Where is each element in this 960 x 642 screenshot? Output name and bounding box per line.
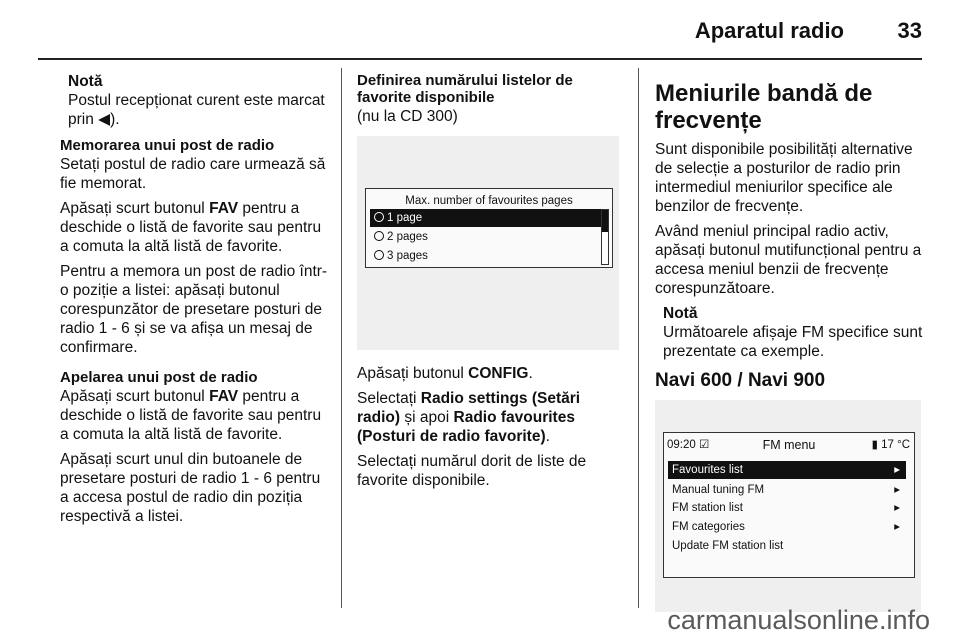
page-header-title: Aparatul radio <box>694 18 844 43</box>
option-2-pages: 2 pages <box>370 228 428 246</box>
radio-icon <box>374 212 384 222</box>
option-3-pages: 3 pages <box>370 247 428 265</box>
chevron-right-icon: ▸ <box>894 464 900 476</box>
menu-item-favourites: Favourites list ▸ <box>668 461 906 479</box>
check-icon: ☑ <box>698 439 710 451</box>
speaker-icon: ◀). <box>98 111 120 128</box>
fm-menu-screen <box>663 432 915 578</box>
watermark: carmanualsonline.info <box>667 605 930 635</box>
clock-time: 09:20 <box>667 439 696 451</box>
paragraph: Selectați numărul dorit de liste de favorite disponibile. <box>357 453 587 489</box>
screen-title: Max. number of favourites pages <box>405 195 573 207</box>
fm-menu-screenshot <box>655 400 921 612</box>
column-divider-1 <box>341 68 342 608</box>
fav-key: FAV <box>209 388 239 405</box>
page-number: 33 <box>897 18 922 43</box>
option-1-page: 1 page <box>370 209 604 227</box>
paragraph: Pentru a memora un post de radio într-o poziție a listei: apăsați butonul corespunzător de presetare posturi de radio 1 - 6 și se va afișa un mesaj de confirmare. <box>60 263 328 356</box>
chevron-right-icon: ▸ <box>894 502 900 514</box>
menu-item-manual-tuning: Manual tuning FM ▸ <box>668 481 906 499</box>
chevron-right-icon: ▸ <box>894 521 900 533</box>
menu-item-station-list: FM station list ▸ <box>668 499 906 517</box>
favourites-screen <box>365 188 613 268</box>
column-middle <box>357 72 627 496</box>
section-heading-favourites: Definirea numărului listelor de favorite disponibile <box>357 72 573 106</box>
paragraph: Selectați Radio settings (Setări radio) și apoi Radio favourites (Posturi de radio favorite). <box>357 390 581 445</box>
note-text: Postul recepționat curent este marcat prin ◀). <box>68 92 325 128</box>
fav-key: FAV <box>209 200 239 217</box>
note-text: Următoarele afișaje FM specifice sunt prezentate ca exemple. <box>663 324 923 360</box>
header-divider <box>38 58 922 60</box>
paragraph: Apăsați butonul CONFIG. <box>357 365 533 382</box>
column-divider-2 <box>638 68 639 608</box>
paragraph: Apăsați scurt unul din butoanele de presetare posturi de radio 1 - 6 pentru a accesa postul de radio din poziția respectivă a listei. <box>60 451 321 525</box>
note-box <box>655 304 930 361</box>
config-key: CONFIG <box>468 365 529 382</box>
note-box <box>60 72 330 129</box>
sub-heading-navi: Navi 600 / Navi 900 <box>655 370 826 391</box>
radio-icon <box>374 250 384 260</box>
column-left <box>60 72 330 532</box>
screen-title: FM menu <box>762 438 816 452</box>
paragraph-note: (nu la CD 300) <box>357 108 458 125</box>
column-right <box>655 76 930 612</box>
menu-item-categories: FM categories ▸ <box>668 518 906 536</box>
note-title: Notă <box>68 73 103 90</box>
section-heading-bands: Meniurile bandă de frecvențe <box>655 80 873 134</box>
paragraph: Setați postul de radio care urmează să fie memorat. <box>60 156 326 192</box>
radio-icon <box>374 231 384 241</box>
paragraph: Apăsați scurt butonul FAV pentru a deschide o listă de favorite sau pentru a comuta la altă listă de favorite. <box>60 388 322 443</box>
chevron-right-icon: ▸ <box>894 484 900 496</box>
temperature: 17 °C <box>881 439 910 451</box>
scrollbar <box>601 209 609 265</box>
section-heading-recall: Apelarea unui post de radio <box>60 369 258 386</box>
section-heading-store: Memorarea unui post de radio <box>60 137 275 154</box>
menu-item-update-list: Update FM station list <box>672 540 784 552</box>
paragraph: Având meniul principal radio activ, apăsați butonul mutifuncțional pentru a accesa meniul benzii de frecvențe corespunzătoare. <box>655 223 922 297</box>
paragraph: Sunt disponibile posibilități alternative de selecție a posturilor de radio prin intermediul meniurilor specifice ale benzilor de frecvențe. <box>655 141 913 215</box>
phone-icon: ▮ <box>871 439 878 451</box>
note-title: Notă <box>663 305 698 322</box>
favourites-screenshot <box>357 136 619 350</box>
paragraph: Apăsați scurt butonul FAV pentru a deschide o listă de favorite sau pentru a comuta la altă listă de favorite. <box>60 200 322 255</box>
